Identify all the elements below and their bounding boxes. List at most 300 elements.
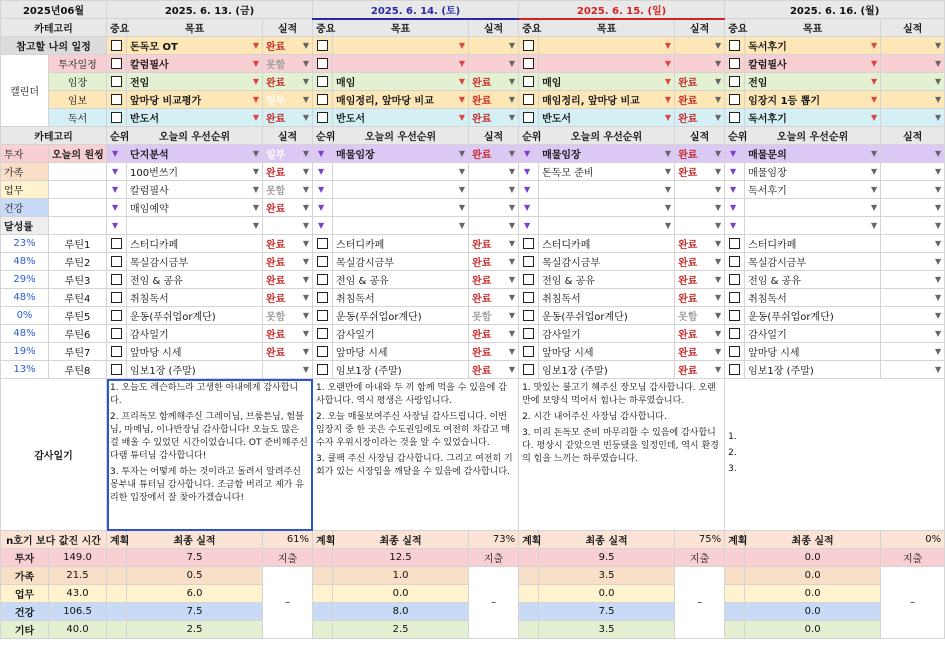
routine-task[interactable] (127, 289, 263, 307)
checkbox[interactable] (111, 256, 122, 267)
priority-status[interactable] (263, 163, 313, 181)
routine-status[interactable] (263, 325, 313, 343)
schedule-status[interactable] (263, 37, 313, 55)
checkbox[interactable] (729, 274, 740, 285)
routine-task[interactable] (539, 361, 675, 379)
priority-category: 업무 (1, 181, 49, 199)
checkbox[interactable] (317, 40, 328, 51)
routine-task[interactable] (745, 253, 881, 271)
routine-task[interactable] (127, 253, 263, 271)
checkbox[interactable] (111, 364, 122, 375)
priority-status[interactable] (263, 199, 313, 217)
checkbox[interactable] (317, 310, 328, 321)
summary-plan (519, 621, 539, 639)
routine-task[interactable] (539, 325, 675, 343)
routine-task[interactable] (127, 343, 263, 361)
checkbox[interactable] (729, 364, 740, 375)
priority-goal[interactable] (333, 181, 469, 199)
routine-status[interactable] (881, 307, 945, 325)
schedule-goal[interactable] (539, 73, 675, 91)
status-value: 완료 (266, 347, 286, 359)
schedule-checkbox (725, 37, 745, 55)
schedule-goal[interactable] (539, 37, 675, 55)
date-header-3: 2025. 6. 16. (월) (725, 1, 945, 19)
schedule-status[interactable] (675, 109, 725, 127)
routine-status[interactable] (469, 361, 519, 379)
checkbox[interactable] (317, 94, 328, 105)
schedule-status[interactable] (469, 91, 519, 109)
priority-goal[interactable] (539, 217, 675, 235)
checkbox[interactable] (729, 94, 740, 105)
checkbox[interactable] (523, 346, 534, 357)
priority-goal[interactable] (333, 217, 469, 235)
routine-task[interactable] (127, 307, 263, 325)
routine-checkbox (519, 307, 539, 325)
importance-header: 중요 (313, 19, 333, 37)
schedule-goal[interactable] (539, 55, 675, 73)
schedule-goal[interactable] (539, 109, 675, 127)
summary-plan (107, 621, 127, 639)
dropdown-arrow-icon: ▼ (458, 112, 466, 122)
routine-task[interactable] (127, 235, 263, 253)
priority-status[interactable] (263, 181, 313, 199)
rank-dropdown[interactable] (313, 163, 333, 181)
checkbox[interactable] (729, 310, 740, 321)
priority-goal[interactable] (127, 163, 263, 181)
schedule-goal[interactable] (745, 91, 881, 109)
checkbox[interactable] (317, 238, 328, 249)
rank-dropdown[interactable] (313, 199, 333, 217)
routine-percent: 0% (1, 307, 49, 325)
dropdown-arrow-icon: ▼ (934, 310, 942, 320)
checkbox[interactable] (523, 364, 534, 375)
schedule-type-label: 독서 (49, 109, 107, 127)
schedule-goal[interactable] (127, 109, 263, 127)
dropdown-arrow-icon: ▼ (934, 112, 942, 122)
priority-goal[interactable] (745, 199, 881, 217)
dropdown-arrow-icon: ▼ (664, 220, 672, 230)
rank-dropdown[interactable] (519, 181, 539, 199)
routine-status[interactable] (881, 235, 945, 253)
routine-percent: 13% (1, 361, 49, 379)
schedule-status[interactable] (263, 73, 313, 91)
routine-task[interactable] (745, 361, 881, 379)
dropdown-arrow-icon: ▼ (714, 346, 722, 356)
checkbox[interactable] (729, 346, 740, 357)
checkbox[interactable] (111, 76, 122, 87)
checkbox[interactable] (317, 256, 328, 267)
status-value: 완료 (678, 113, 698, 125)
priority-goal[interactable] (539, 145, 675, 163)
priority-goal[interactable] (127, 217, 263, 235)
schedule-goal[interactable] (333, 109, 469, 127)
checkbox[interactable] (729, 112, 740, 123)
dropdown-arrow-icon: ▼ (934, 238, 942, 248)
triangle-icon: ▼ (524, 221, 531, 230)
dropdown-arrow-icon: ▼ (934, 274, 942, 284)
priority-status[interactable] (881, 163, 945, 181)
routine-status[interactable] (469, 343, 519, 361)
checkbox[interactable] (111, 346, 122, 357)
checkbox[interactable] (729, 58, 740, 69)
routine-task[interactable] (745, 289, 881, 307)
routine-status[interactable] (469, 289, 519, 307)
routine-status[interactable] (469, 271, 519, 289)
routine-task[interactable] (539, 307, 675, 325)
schedule-status[interactable] (263, 55, 313, 73)
routine-checkbox (725, 307, 745, 325)
routine-task[interactable] (745, 235, 881, 253)
checkbox[interactable] (111, 112, 122, 123)
routine-status[interactable] (469, 235, 519, 253)
schedule-status[interactable] (469, 73, 519, 91)
dropdown-arrow-icon: ▼ (252, 184, 260, 194)
rank-dropdown[interactable] (519, 163, 539, 181)
importance-header: 중요 (107, 19, 127, 37)
dropdown-arrow-icon: ▼ (302, 274, 310, 284)
rank-dropdown[interactable] (519, 145, 539, 163)
schedule-goal[interactable] (333, 91, 469, 109)
goal-text: 매임예약 (130, 203, 169, 215)
routine-status[interactable] (675, 271, 725, 289)
routine-status[interactable] (263, 289, 313, 307)
routine-task[interactable] (333, 271, 469, 289)
routine-status[interactable] (469, 253, 519, 271)
summary-category: 투자 (1, 549, 49, 567)
routine-checkbox (519, 325, 539, 343)
goal-text: 매임정리, 앞마당 비교 (336, 95, 434, 107)
schedule-goal[interactable] (745, 73, 881, 91)
rank-dropdown[interactable] (725, 199, 745, 217)
gratitude-label: 감사일기 (1, 379, 107, 531)
final-result-header: 최종 실적 (333, 531, 469, 549)
routine-status[interactable] (881, 343, 945, 361)
checkbox[interactable] (523, 40, 534, 51)
routine-status[interactable] (675, 253, 725, 271)
priority-status[interactable] (263, 145, 313, 163)
routine-task[interactable] (745, 343, 881, 361)
rank-dropdown[interactable] (725, 145, 745, 163)
status-value: 완료 (678, 239, 698, 251)
summary-value: 12.5 (333, 549, 469, 567)
schedule-status[interactable] (675, 55, 725, 73)
priority-goal[interactable] (539, 181, 675, 199)
priority-goal[interactable] (745, 163, 881, 181)
summary-hours: 149.0 (49, 549, 107, 567)
routine-checkbox (313, 343, 333, 361)
schedule-goal[interactable] (745, 109, 881, 127)
routine-task[interactable] (539, 343, 675, 361)
schedule-status[interactable] (675, 73, 725, 91)
task-text: 임보1장 (주말) (336, 366, 402, 377)
rank-dropdown[interactable] (313, 217, 333, 235)
date-header-1: 2025. 6. 14. (토) (313, 1, 519, 19)
priority-status[interactable] (263, 217, 313, 235)
schedule-goal[interactable] (333, 37, 469, 55)
routine-status[interactable] (263, 343, 313, 361)
checkbox[interactable] (111, 40, 122, 51)
rank-dropdown[interactable] (519, 199, 539, 217)
schedule-status[interactable] (263, 91, 313, 109)
summary-category: 가족 (1, 567, 49, 585)
rank-dropdown[interactable] (107, 217, 127, 235)
priority-goal[interactable] (745, 181, 881, 199)
plan-header: 계획 (519, 531, 539, 549)
summary-value: 1.0 (333, 567, 469, 585)
routine-status[interactable] (675, 289, 725, 307)
checkbox[interactable] (317, 112, 328, 123)
dropdown-arrow-icon: ▼ (870, 76, 878, 86)
dropdown-arrow-icon: ▼ (458, 184, 466, 194)
priority-status[interactable] (675, 217, 725, 235)
dropdown-arrow-icon: ▼ (458, 148, 466, 158)
schedule-goal[interactable] (127, 73, 263, 91)
dropdown-arrow-icon: ▼ (302, 328, 310, 338)
checkbox[interactable] (523, 256, 534, 267)
priority-status[interactable] (675, 181, 725, 199)
schedule-status[interactable] (881, 91, 945, 109)
rank-dropdown[interactable] (313, 145, 333, 163)
priority-goal[interactable] (333, 199, 469, 217)
routine-task[interactable] (127, 361, 263, 379)
checkbox[interactable] (317, 346, 328, 357)
routine-task[interactable] (333, 307, 469, 325)
checkbox[interactable] (317, 364, 328, 375)
schedule-checkbox (313, 55, 333, 73)
routine-status[interactable] (675, 235, 725, 253)
status-value: 완료 (678, 149, 698, 161)
schedule-status[interactable] (469, 37, 519, 55)
priority-goal[interactable] (333, 163, 469, 181)
priority-label (49, 199, 107, 217)
checkbox[interactable] (523, 292, 534, 303)
checkbox[interactable] (317, 274, 328, 285)
routine-task[interactable] (333, 361, 469, 379)
routine-task[interactable] (745, 325, 881, 343)
priority-status[interactable] (469, 217, 519, 235)
priority-status[interactable] (881, 145, 945, 163)
priority-goal[interactable] (539, 199, 675, 217)
routine-task[interactable] (539, 289, 675, 307)
checkbox[interactable] (523, 310, 534, 321)
priority-status[interactable] (469, 199, 519, 217)
schedule-status[interactable] (881, 73, 945, 91)
routine-percent: 48% (1, 253, 49, 271)
routine-task[interactable] (333, 289, 469, 307)
status-value: 완료 (266, 203, 286, 215)
status-value: 완료 (266, 275, 286, 287)
checkbox[interactable] (111, 310, 122, 321)
priority-goal[interactable] (539, 163, 675, 181)
summary-plan (519, 585, 539, 603)
category-header-2: 카테고리 (1, 127, 107, 145)
gratitude-entry-3[interactable] (725, 379, 945, 531)
rank-dropdown[interactable] (519, 217, 539, 235)
priority-status[interactable] (469, 163, 519, 181)
schedule-goal[interactable] (127, 55, 263, 73)
checkbox[interactable] (523, 238, 534, 249)
rank-dropdown[interactable] (107, 199, 127, 217)
routine-task[interactable] (333, 253, 469, 271)
priority-status[interactable] (881, 199, 945, 217)
schedule-checkbox (519, 73, 539, 91)
rank-dropdown[interactable] (107, 163, 127, 181)
routine-task[interactable] (333, 235, 469, 253)
goal-header: 목표 (745, 19, 881, 37)
rank-dropdown[interactable] (725, 163, 745, 181)
schedule-goal[interactable] (333, 73, 469, 91)
checkbox[interactable] (729, 292, 740, 303)
checkbox[interactable] (523, 94, 534, 105)
schedule-status[interactable] (469, 55, 519, 73)
summary-value: 0.0 (745, 603, 881, 621)
priority-goal[interactable] (745, 145, 881, 163)
routine-status[interactable] (263, 361, 313, 379)
schedule-goal[interactable] (333, 55, 469, 73)
schedule-goal[interactable] (745, 37, 881, 55)
priority-status[interactable] (469, 181, 519, 199)
calendar-label: 캘린더 (1, 55, 49, 127)
checkbox[interactable] (111, 58, 122, 69)
checkbox[interactable] (111, 328, 122, 339)
routine-task[interactable] (539, 271, 675, 289)
schedule-status[interactable] (675, 91, 725, 109)
priority-status[interactable] (881, 181, 945, 199)
triangle-icon: ▼ (730, 203, 737, 212)
checkbox[interactable] (111, 292, 122, 303)
priority-goal[interactable] (127, 181, 263, 199)
checkbox[interactable] (523, 112, 534, 123)
checkbox[interactable] (523, 76, 534, 87)
dropdown-arrow-icon: ▼ (302, 310, 310, 320)
checkbox[interactable] (111, 238, 122, 249)
routine-task[interactable] (745, 271, 881, 289)
checkbox[interactable] (523, 274, 534, 285)
priority-goal[interactable] (333, 145, 469, 163)
checkbox[interactable] (111, 94, 122, 105)
routine-status[interactable] (263, 253, 313, 271)
schedule-goal[interactable] (539, 91, 675, 109)
checkbox[interactable] (317, 328, 328, 339)
routine-percent: 29% (1, 271, 49, 289)
routine-status[interactable] (675, 361, 725, 379)
task-text: 임보1장 (주말) (130, 366, 196, 377)
routine-status[interactable] (675, 325, 725, 343)
routine-status[interactable] (263, 307, 313, 325)
dropdown-arrow-icon: ▼ (664, 58, 672, 68)
schedule-goal[interactable] (127, 91, 263, 109)
spend-dash: – (881, 567, 945, 639)
priority-status[interactable] (469, 145, 519, 163)
priority-goal[interactable] (745, 217, 881, 235)
triangle-icon: ▼ (317, 203, 325, 212)
routine-task[interactable] (127, 271, 263, 289)
routine-task[interactable] (333, 325, 469, 343)
rank-dropdown[interactable] (313, 181, 333, 199)
routine-status[interactable] (469, 307, 519, 325)
checkbox[interactable] (317, 292, 328, 303)
schedule-status[interactable] (881, 109, 945, 127)
schedule-status[interactable] (675, 37, 725, 55)
spend-dash: – (263, 567, 313, 639)
dropdown-arrow-icon: ▼ (934, 346, 942, 356)
rank-dropdown[interactable] (107, 145, 127, 163)
task-text: 전임 & 공유 (748, 276, 801, 287)
status-value: 완료 (266, 293, 286, 305)
goal-text: 반도서 (336, 113, 366, 125)
checkbox[interactable] (111, 274, 122, 285)
summary-value: 0.0 (539, 585, 675, 603)
checkbox[interactable] (523, 328, 534, 339)
gratitude-entry-1[interactable] (313, 379, 519, 531)
routine-task[interactable] (127, 325, 263, 343)
checkbox[interactable] (729, 40, 740, 51)
priority-goal[interactable] (127, 145, 263, 163)
routine-status[interactable] (675, 343, 725, 361)
schedule-status[interactable] (881, 55, 945, 73)
routine-status[interactable] (881, 361, 945, 379)
routine-status[interactable] (675, 307, 725, 325)
checkbox[interactable] (729, 76, 740, 87)
checkbox[interactable] (317, 58, 328, 69)
schedule-status[interactable] (263, 109, 313, 127)
priority-status[interactable] (675, 145, 725, 163)
routine-task[interactable] (539, 235, 675, 253)
routine-status[interactable] (263, 235, 313, 253)
priority-status[interactable] (675, 163, 725, 181)
routine-status[interactable] (881, 325, 945, 343)
schedule-status[interactable] (881, 37, 945, 55)
routine-task[interactable] (745, 307, 881, 325)
goal-text: 돈독모 준비 (542, 167, 594, 179)
routine-checkbox (725, 343, 745, 361)
schedule-status[interactable] (469, 109, 519, 127)
routine-status[interactable] (881, 289, 945, 307)
priority-goal[interactable] (127, 199, 263, 217)
rank-dropdown[interactable] (725, 217, 745, 235)
rank-dropdown[interactable] (725, 181, 745, 199)
routine-status[interactable] (263, 271, 313, 289)
priority-status[interactable] (881, 217, 945, 235)
gratitude-entry-0[interactable] (107, 379, 313, 531)
schedule-goal[interactable] (745, 55, 881, 73)
checkbox[interactable] (523, 58, 534, 69)
dropdown-arrow-icon: ▼ (714, 76, 722, 86)
routine-checkbox (519, 235, 539, 253)
routine-task[interactable] (539, 253, 675, 271)
goal-text: 독서후기 (748, 113, 787, 125)
rank-dropdown[interactable] (107, 181, 127, 199)
routine-status[interactable] (469, 325, 519, 343)
routine-task[interactable] (333, 343, 469, 361)
checkbox[interactable] (729, 256, 740, 267)
priority-status[interactable] (675, 199, 725, 217)
checkbox[interactable] (729, 238, 740, 249)
dropdown-arrow-icon: ▼ (508, 238, 516, 248)
priority-label (49, 163, 107, 181)
checkbox[interactable] (729, 328, 740, 339)
routine-status[interactable] (881, 271, 945, 289)
checkbox[interactable] (317, 76, 328, 87)
dropdown-arrow-icon: ▼ (508, 364, 516, 374)
dropdown-arrow-icon: ▼ (714, 40, 722, 50)
gratitude-entry-2[interactable] (519, 379, 725, 531)
routine-checkbox (107, 235, 127, 253)
schedule-goal[interactable] (127, 37, 263, 55)
routine-status[interactable] (881, 253, 945, 271)
status-value: 완료 (472, 77, 492, 89)
triangle-icon: ▼ (730, 149, 737, 158)
